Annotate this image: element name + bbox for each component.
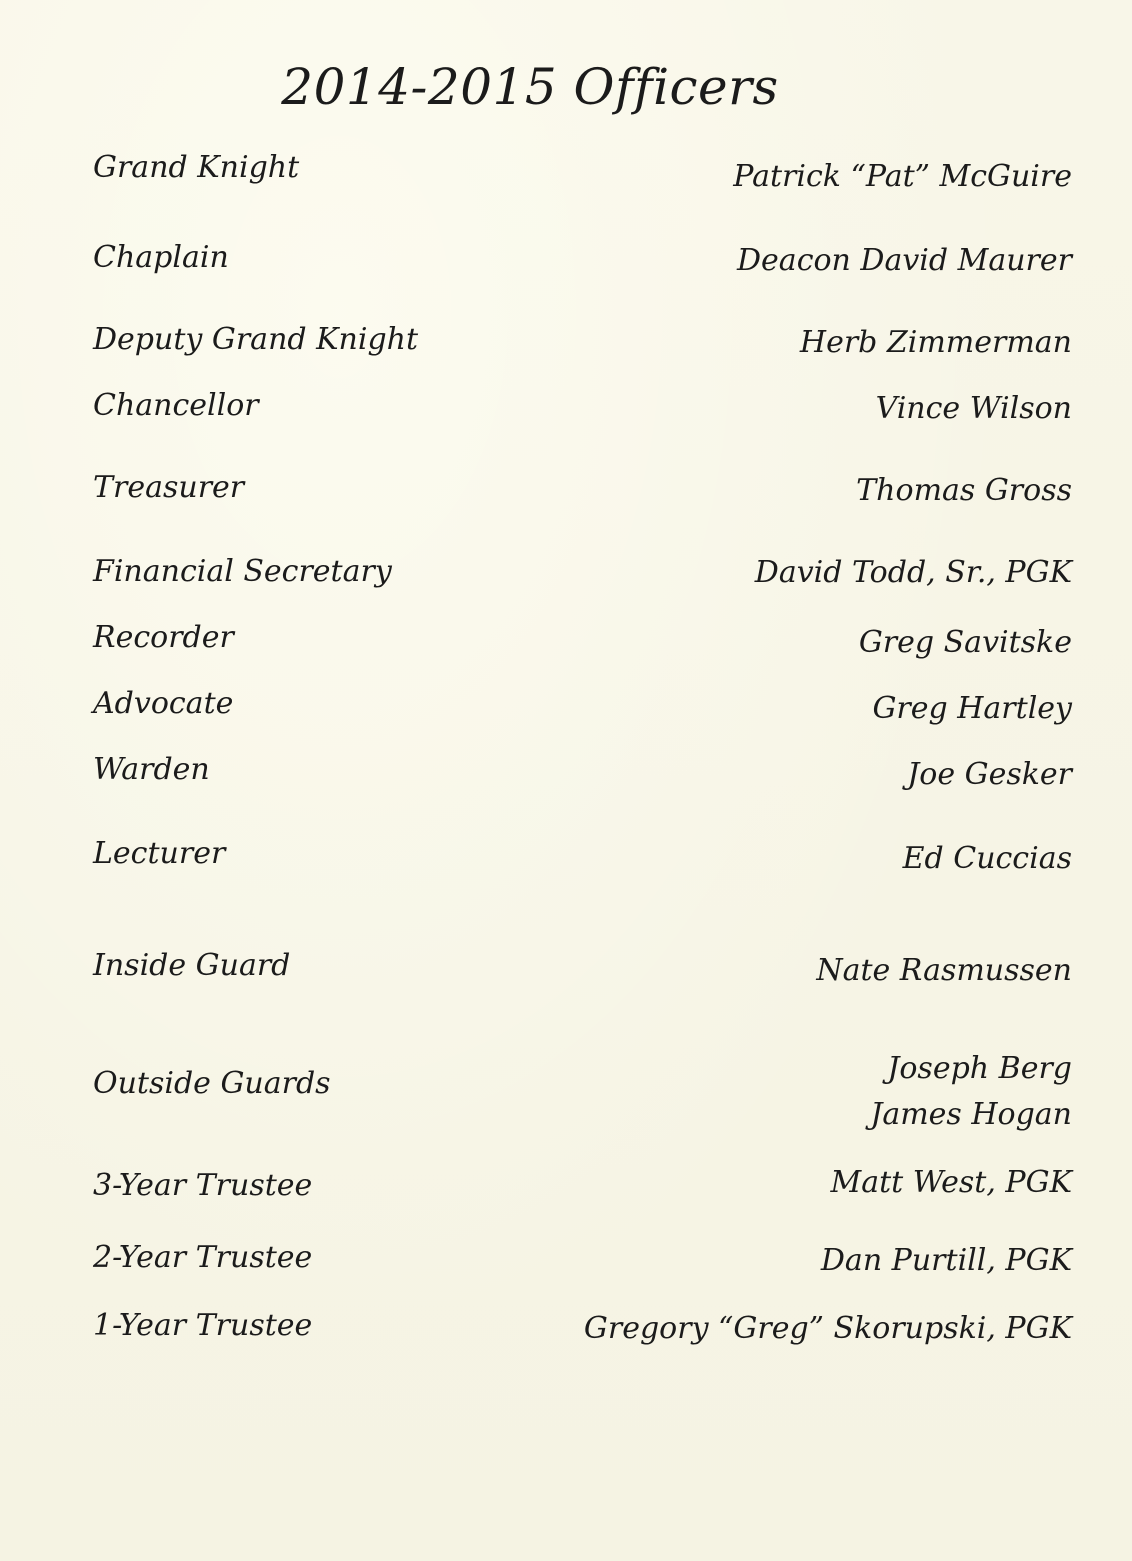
- office-title: 3-Year Trustee: [93, 1168, 313, 1203]
- officer-name: Deacon David Maurer: [737, 243, 1072, 278]
- officer-name: Nate Rasmussen: [816, 953, 1072, 988]
- office-title: 1-Year Trustee: [93, 1308, 313, 1343]
- office-title: Financial Secretary: [93, 554, 392, 589]
- office-title: Chancellor: [93, 388, 259, 423]
- officer-name: Dan Purtill, PGK: [820, 1243, 1072, 1278]
- office-title: Outside Guards: [93, 1066, 331, 1101]
- office-title: Lecturer: [93, 836, 226, 871]
- officer-name: Vince Wilson: [875, 391, 1072, 426]
- office-title: Advocate: [93, 686, 234, 721]
- officer-name: Gregory “Greg” Skorupski, PGK: [583, 1311, 1072, 1346]
- officer-name: James Hogan: [870, 1097, 1072, 1132]
- office-title: Chaplain: [93, 240, 229, 275]
- officer-name: Thomas Gross: [856, 473, 1072, 508]
- office-title: Treasurer: [93, 470, 245, 505]
- officer-name: Herb Zimmerman: [799, 325, 1072, 360]
- office-title: Warden: [93, 752, 210, 787]
- office-title: Inside Guard: [93, 948, 291, 983]
- office-title: Deputy Grand Knight: [93, 322, 419, 357]
- officer-name: Joe Gesker: [907, 757, 1072, 792]
- officer-name: Patrick “Pat” McGuire: [733, 159, 1072, 194]
- office-title: 2-Year Trustee: [93, 1240, 313, 1275]
- office-title: Recorder: [93, 620, 234, 655]
- officer-name: Greg Savitske: [858, 625, 1072, 660]
- officer-name: Ed Cuccias: [902, 841, 1072, 876]
- officer-name: David Todd, Sr., PGK: [754, 555, 1072, 590]
- office-title: Grand Knight: [93, 150, 300, 185]
- officer-name: Joseph Berg: [887, 1051, 1072, 1086]
- officer-name: Greg Hartley: [872, 691, 1072, 726]
- officer-name: Matt West, PGK: [830, 1165, 1072, 1200]
- page-title: 2014-2015 Officers: [281, 58, 779, 116]
